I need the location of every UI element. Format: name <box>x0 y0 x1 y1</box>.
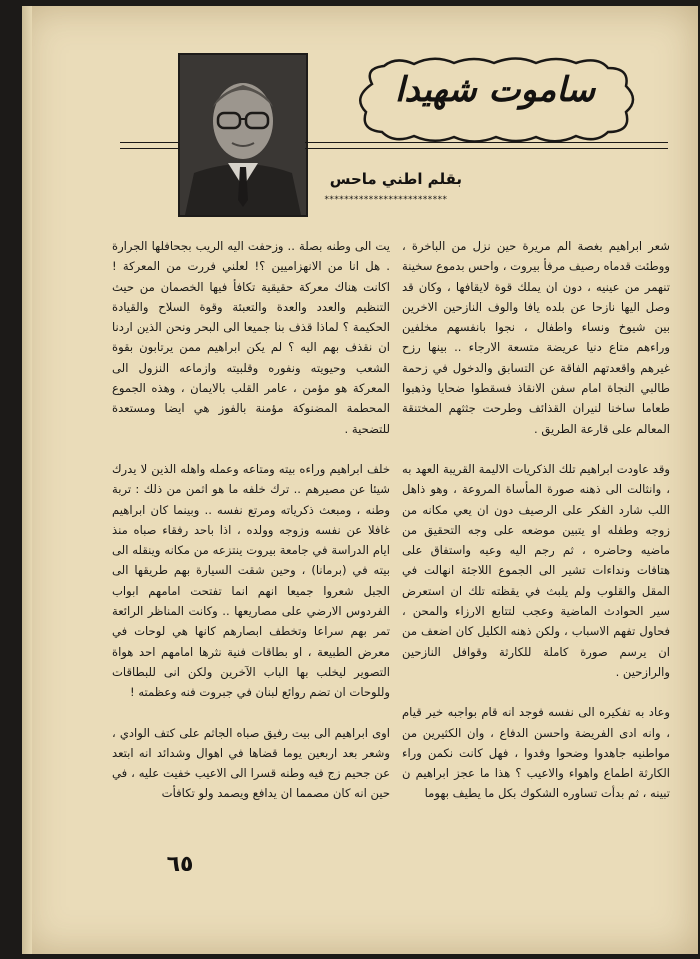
article-title: ساموت شهيدا <box>394 70 596 110</box>
title-rule-left-2 <box>120 148 178 149</box>
author-byline: بقلم اطني ماحس <box>329 170 462 188</box>
right-column <box>402 236 670 824</box>
left-column <box>112 236 390 824</box>
title-rule-right-2 <box>305 148 668 149</box>
page-number: ٦٥ <box>166 852 194 877</box>
paragraph: وقد عاودت ابراهيم تلك الذكريات الاليمة القريبة العهد به ، وانثالت الى ذهنه صورة المأساة المروعة ، وهو ذاهل اللب شارد الفكر على الرصيف دون ان يعي مكانه من زوجه وطفله او يتبين موضعه على وجه التحقيق من ماضيه وحاضره ، ثم رجم اليه وعيه واستفاق على هتافات ونداءات تشير الى الجموع اللاجئة انهالت في المقل والقلوب ولم يلبث في يقظته تلك ان استعرض سير الحوادث الماضية وعجب لتتابع الارزاء والمحن ، فحاول تفهم الاسباب ، ولكن ذهنه الكليل كان اضعف من ان يرسم صورة كاملة للكارثة وقوافل النازحين والرازحين . <box>402 461 670 679</box>
title-rule-left <box>120 142 178 143</box>
byline-separator: ************************* <box>324 195 447 205</box>
paragraph: اوى ابراهيم الى بيت رفيق صباه الجاثم على كتف الوادي ، وشعر بعد اربعين يوما قضاها في اهوال وشدائد انه ابتعد عن جحيم زج فيه وطنه قسرا الى الاعيب خفيت عليه ، في حين انه كان مصمما ان يدافع ويصمد ولو تكافأت <box>112 725 390 801</box>
author-portrait <box>178 53 308 217</box>
paragraph: خلف ابراهيم وراءه بيته ومتاعه وعمله واهله الذين لا يدرك شيئا عن مصيرهم .. ترك خلفه ما هو اثمن من ذلك : تربة وطنه ، ومبعث ذكرياته ومرتع نفسه .. وبينما كان ابراهيم غافلا عن نفسه وزوجه وولده ، اذا باحد رفقاء صباه منذ ايام الدراسة في جامعة بيروت ينتزعه من مكانه وينقله الى بيته في (برمانا) ، وحين شقت السيارة بهم طريقها الى الجبل شعروا جميعا انهم انما تفتحت امامهم ابواب الفردوس الارضي على مصاريعها .. وكانت المناظر الرائعة تمر بهم سراعا وتخطف ابصارهم كانها هي لوحات في معرض الطبيعة ، او بطاقات فنية نثرها امامهم احد هواة التصوير ليخلب بها الباب الآخرين ولكن انى للبطاقات وللوحات ان تضم روائع لبنان في جبروت فنه وعظمته ! <box>112 461 390 700</box>
paragraph: يت الى وطنه بصلة .. وزحفت اليه الريب بجحافلها الجرارة . هل انا من الانهزاميين ؟! لعلني فررت من المعركة ! اكانت هناك معركة حقيقية تكافأ فيها الخصمان من حيث التنظيم والعدد والعدة والتعبئة وقوة السلاح والقيادة الحكيمة ؟ لماذا قذف بنا جميعا الى البحر ونحن الذين اردنا ان نقذف بهم اليه ؟ لم يكن ابراهيم ممن يرتابون بقوة الشعب وحيويته ونفوره وقلبيته وازماعه النزول الى المعركة هو مؤمن ، عامر القلب بالايمان ، وهذه الجموع المحطمة المضنوكة مؤمنة بالفوز هي ايضا ومستعدة للتضحية . <box>112 239 390 436</box>
paragraph: وعاد به تفكيره الى نفسه فوجد انه قام بواجبه خير قيام ، وانه ادى الفريضة واحسن الدفاع ، وان الكثيرين من مواطنيه جاهدوا وضحوا وفدوا ، فهل كانت نكمن وراء الكارثة اطماع واهواء والاعيب ؟ هذا ما عجز ابراهيم ن تبينه ، ثم بدأت تساوره الشكوك بكل ما يطيف بهوما <box>402 705 670 801</box>
paragraph: شعر ابراهيم بغصة الم مريرة حين نزل من الباخرة ، ووطئت قدماه رصيف مرفأ بيروت ، واحس بدموع سخينة تنهمر من عينيه ، دون ان يملك قوة لايقافها ، وكان قد وصل اليها نازحا عن بلده يافا والوف النازحين الاخرين بين شيوخ ونساء واطفال ، نجوا بانفسهم مخلفين وراءهم متاع دنيا عريضة متسعة الارجاء .. بينها رزح غيرهم واقعدتهم الفاقة عن التسابق والدخول في زحمة طالبي النجاة امام سفن الانقاذ فسقطوا ضحايا وذهبوا طعاما ساخنا لنيران القذائف وطرحت جثثهم المختنقة المعالم على قارعة الطريق . <box>402 239 670 436</box>
page-binding-edge <box>22 6 32 954</box>
title-rule-right <box>305 142 668 143</box>
